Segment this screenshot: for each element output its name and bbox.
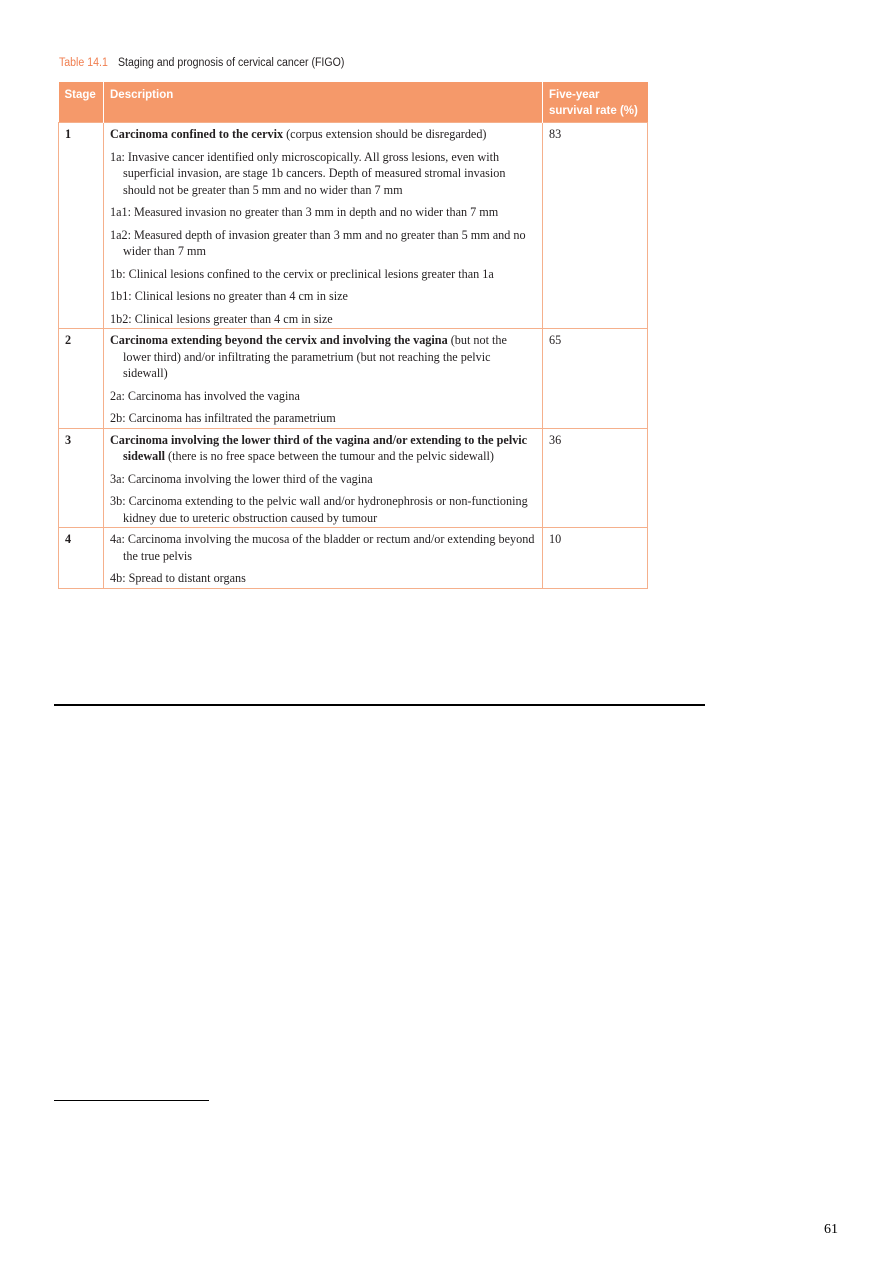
description-text: (there is no free space between the tumour and the pelvic sidewall) [164,449,494,463]
description-paragraph [110,388,537,405]
header-description: Description [104,82,543,123]
footnote-divider [54,1100,209,1101]
description-text: 2b: Carcinoma has infiltrated the parametrium [110,411,336,425]
description-paragraph [110,531,537,564]
section-divider [54,704,705,706]
description-cell [104,329,543,429]
page-number: 61 [824,1222,838,1237]
description-text: 1a: Invasive cancer identified only microscopically. All gross lesions, even with superficial invasion, are stage 1b cancers. Depth of measured stromal invasion should not be greater than 5 mm and no wider than 7 mm [110,149,506,197]
description-bold: Carcinoma extending beyond the cervix and involving the vagina [110,333,448,347]
description-text: 2a: Carcinoma has involved the vagina [110,388,300,403]
stage-cell: 3 [59,428,104,528]
table-row [59,123,648,329]
stage-cell: 1 [59,123,104,329]
description-text: 3a: Carcinoma involving the lower third of the vagina [110,471,373,486]
description-cell [104,528,543,589]
description-paragraph [110,471,537,488]
description-paragraph [110,266,537,283]
description-text: 1b1: Clinical lesions no greater than 4 cm in size [110,289,348,303]
description-text: 3b: Carcinoma extending to the pelvic wall and/or hydronephrosis or non-functioning kidney due to ureteric obstruction caused by tumour [110,494,528,525]
description-paragraph [110,311,537,328]
staging-table [58,82,648,589]
header-survival-line1: Five-year [549,89,600,101]
description-paragraph [110,432,537,465]
survival-cell: 65 [543,329,648,429]
description-paragraph [110,493,537,526]
description-bold: Carcinoma confined to the cervix [110,127,284,141]
survival-cell: 83 [543,123,648,329]
table-caption [59,57,344,69]
description-text: (corpus extension should be disregarded) [283,127,487,141]
description-text: (but not the lower third) and/or infiltrating the parametrium (but not reaching the pelvic sidewall) [123,333,507,380]
description-text: 4a: Carcinoma involving the mucosa of the bladder or rectum and/or extending beyond the true pelvis [110,532,535,563]
description-cell [104,428,543,528]
description-text: 1a2: Measured depth of invasion greater than 3 mm and no greater than 5 mm and no wider than 7 mm [110,227,526,258]
description-text: 1b: Clinical lesions confined to the cervix or preclinical lesions greater than 1a [110,266,494,281]
table-header-row [59,82,648,123]
description-text: 1a1: Measured invasion no greater than 3 mm in depth and no wider than 7 mm [110,205,499,219]
description-paragraph [110,332,537,382]
description-cell [104,123,543,329]
description-paragraph [110,288,537,305]
description-paragraph [110,126,537,143]
stage-cell: 4 [59,528,104,589]
description-paragraph [110,149,537,199]
description-bold: Carcinoma involving the lower third of the vagina and/or extending to the pelvic sidewall [110,432,528,463]
header-survival [543,82,648,123]
description-paragraph [110,570,537,587]
description-text: 1b2: Clinical lesions greater than 4 cm in size [110,311,333,326]
description-paragraph [110,410,537,427]
header-stage: Stage [59,82,104,123]
table-number: Table 14.1 [59,57,108,69]
table-title: Staging and prognosis of cervical cancer (FIGO) [117,57,345,69]
table-row [59,528,648,589]
table-row [59,428,648,528]
description-paragraph [110,204,537,221]
header-survival-line2: survival rate (%) [549,105,638,117]
description-paragraph [110,227,537,260]
description-text: 4b: Spread to distant organs [110,571,246,585]
survival-cell: 36 [543,428,648,528]
stage-cell: 2 [59,329,104,429]
table-row [59,329,648,429]
survival-cell: 10 [543,528,648,589]
